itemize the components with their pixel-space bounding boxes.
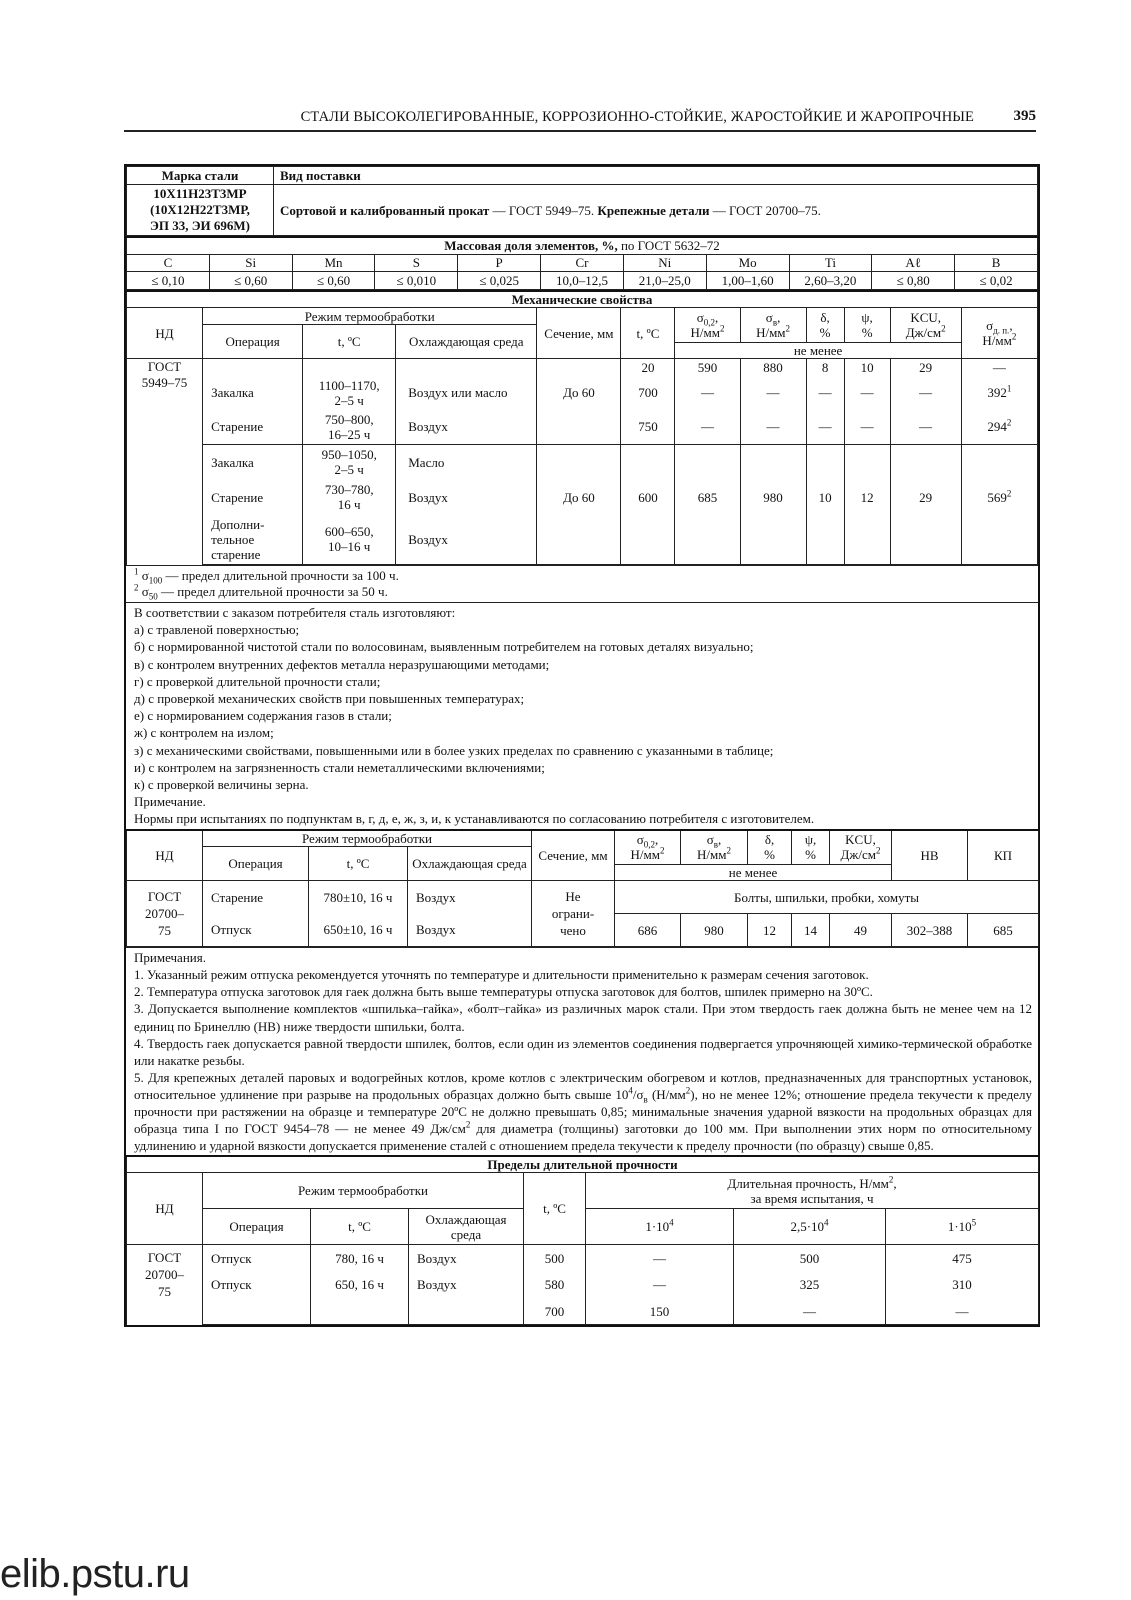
element-header: Aℓ xyxy=(872,254,955,271)
creep-title: Пределы длительной прочности xyxy=(127,1156,1039,1173)
reduction-header: ψ, % xyxy=(792,830,830,865)
element-value: 2,60–3,20 xyxy=(789,271,872,289)
grade-table xyxy=(126,166,1038,236)
hb-header: НВ xyxy=(892,830,968,881)
yield-header: $\sigma_{0,2}$, $Н/мм^2$ xyxy=(615,830,681,865)
table-cell: Закалка xyxy=(203,445,303,480)
element-header: Cr xyxy=(541,254,624,271)
composition-title: Массовая доля элементов, %, по ГОСТ 5632–72 xyxy=(127,237,1038,254)
table-cell: 8 xyxy=(806,359,844,376)
fasteners-table xyxy=(126,829,1039,948)
element-value: ≤ 0,025 xyxy=(458,271,541,289)
temp-header: t, ºС xyxy=(621,308,675,359)
cooling-header: Охлаждающая среда xyxy=(396,325,537,359)
creep-table xyxy=(126,1155,1039,1325)
table-cell: $294^2$ xyxy=(961,410,1037,445)
element-value: ≤ 0,60 xyxy=(209,271,292,289)
table-cell: 780, 16 ч xyxy=(311,1245,409,1271)
nd-gost-20700: ГОСТ 20700– 75 xyxy=(127,1245,203,1325)
table-cell: 880 xyxy=(740,359,806,376)
nd-header: НД xyxy=(127,830,203,881)
table-cell: 1100–1170, 2–5 ч xyxy=(303,376,396,410)
table-cell: — xyxy=(734,1298,886,1325)
table-cell: 20 xyxy=(621,359,675,376)
table-cell: 29 xyxy=(890,359,961,376)
t-header: t, ºС xyxy=(303,325,396,359)
steel-datasheet xyxy=(124,164,1040,1327)
cooling-header: Охлаждающая среда xyxy=(409,1209,524,1245)
nd-gost-20700: ГОСТ 20700– 75 xyxy=(127,881,203,947)
t-header: t, ºС xyxy=(311,1209,409,1245)
order-conditions: В соответствии с заказом потребителя сталь изготовляют: а) с травленой поверхностью; б) с нормированной чистотой стали по волосовинам, выявленным потребителем на готовых деталях визуально; в) с контролем внутренних дефектов металла неразрушающими методами; г) с проверкой длительной прочности стали; д) с проверкой механических свойств при повышенных температурах; е) с нормированием содержания газов в стали; ж) с контролем на излом; з) с механическими свойствами, повышенными или в более узких пределах по сравнению с указанными в таблице; и) с контролем на загрязненность стали неметаллическими включениями; к) с проверкой величины зерна. Примечание. Нормы при испытаниях по подпунктам в, г, д, е, ж, з, и, к устанавливаются по согласованию потребителя с изготовителем. xyxy=(126,602,1038,829)
time-header: $1\cdot 10^4$ xyxy=(586,1209,734,1245)
table-cell: До 60 xyxy=(537,480,621,515)
table-cell: — xyxy=(890,376,961,410)
element-value: ≤ 0,60 xyxy=(292,271,375,289)
temp-header: t, ºС xyxy=(524,1173,586,1245)
time-header: $1\cdot 10^5$ xyxy=(886,1209,1039,1245)
table-cell: — xyxy=(886,1298,1039,1325)
element-value: ≤ 0,010 xyxy=(375,271,458,289)
table-cell: — xyxy=(740,376,806,410)
not-less-header: не менее xyxy=(615,865,892,881)
table-cell: 700 xyxy=(621,376,675,410)
composition-table xyxy=(126,236,1038,290)
table-cell: Воздух или масло xyxy=(396,376,537,410)
footnotes xyxy=(126,565,1038,602)
fastener-types: Болты, шпильки, пробки, хомуты xyxy=(615,881,1039,914)
section-header: Сечение, мм xyxy=(532,830,615,881)
kcu-header: KCU, $Дж/см^2$ xyxy=(890,308,961,343)
table-cell: 590 xyxy=(675,359,740,376)
creep-limit-header: $\sigma_{д. п.}$, $Н/мм^2$ xyxy=(961,308,1037,359)
element-value: 21,0–25,0 xyxy=(623,271,706,289)
grade-name: 10Х11Н23Т3МР (10Х12Н22Т3МР, ЭП 33, ЭИ 696М) xyxy=(127,185,274,236)
kcu-header: KCU, $Дж/см^2$ xyxy=(830,830,892,865)
running-header xyxy=(124,108,1036,132)
table-cell: Воздух xyxy=(408,881,532,914)
table-cell: Закалка xyxy=(203,376,303,410)
element-header: Ti xyxy=(789,254,872,271)
footnote: $^1$ $\sigma_{100}$ — предел длительной прочности за 100 ч. xyxy=(134,566,399,586)
table-cell: — xyxy=(806,410,844,445)
table-cell: — xyxy=(740,410,806,445)
table-cell: Отпуск xyxy=(203,1271,311,1298)
table-cell: До 60 xyxy=(537,376,621,410)
table-cell: — xyxy=(586,1245,734,1271)
note-5: 5. Для крепежных деталей паровых и водогрейных котлов, кроме котлов с электрическим обогревом и котлов, предназначенных для транспортных установок, относительное удлинение при разрыве на продольных образцах должно быть свыше $10^4/\sigma_в$ $(Н/мм^2)$, но не менее 12%; отношение предела текучести к пределу прочности при растяжении на образце и температуре 20ºС не должно превышать 0,85; минимальные значения ударной вязкости на продольных образцах для образца типа I по ГОСТ 9454–78 — не менее 49 $Дж/см^2$ для диаметра (толщины) заготовки до 100 мм. При выполнении этих норм по относительному удлинению и ударной вязкости допускается применение сталей с отношением предела текучести к пределу прочности (по образцу) свыше 0,85. xyxy=(134,1069,1032,1154)
cooling-header: Охлаждающая среда xyxy=(408,847,532,881)
mechanical-table xyxy=(126,290,1038,566)
table-cell: 325 xyxy=(734,1271,886,1298)
table-cell: Воздух xyxy=(408,914,532,947)
table-cell: — xyxy=(675,410,740,445)
table-cell: 780±10, 16 ч xyxy=(309,881,408,914)
element-header: S xyxy=(375,254,458,271)
table-cell: 600–650, 10–16 ч xyxy=(303,515,396,565)
table-cell: 700 xyxy=(524,1298,586,1325)
table-cell: Воздух xyxy=(409,1245,524,1271)
table-cell xyxy=(409,1298,524,1325)
table-cell: 685 xyxy=(968,914,1039,947)
nd-header: НД xyxy=(127,308,203,359)
table-cell: 12 xyxy=(748,914,792,947)
element-header: Si xyxy=(209,254,292,271)
table-cell: — xyxy=(890,410,961,445)
elongation-header: δ, % xyxy=(748,830,792,865)
yield-header: $\sigma_{0,2}$, $Н/мм^2$ xyxy=(675,308,740,343)
table-cell: — xyxy=(586,1271,734,1298)
mode-header: Режим термообработки xyxy=(203,830,532,847)
table-cell: 150 xyxy=(586,1298,734,1325)
table-cell: 310 xyxy=(886,1271,1039,1298)
table-cell: Старение xyxy=(203,410,303,445)
element-value: 10,0–12,5 xyxy=(541,271,624,289)
mode-header: Режим термообработки xyxy=(203,1173,524,1209)
element-header: Mo xyxy=(706,254,789,271)
table-cell: 302–388 xyxy=(892,914,968,947)
reduction-header: ψ, % xyxy=(844,308,890,343)
mode-header: Режим термообработки xyxy=(203,308,537,325)
table-cell xyxy=(311,1298,409,1325)
elongation-header: δ, % xyxy=(806,308,844,343)
table-cell: — xyxy=(844,376,890,410)
page-number: 395 xyxy=(1013,108,1036,124)
table-cell: Дополни- тельное старение xyxy=(203,515,303,565)
element-value: 1,00–1,60 xyxy=(706,271,789,289)
table-cell: 980 xyxy=(681,914,748,947)
table-cell xyxy=(203,1298,311,1325)
table-cell: Старение xyxy=(203,881,309,914)
table-cell: — xyxy=(961,359,1037,376)
table-cell: — xyxy=(806,376,844,410)
table-cell: Масло xyxy=(396,445,537,480)
table-cell: Отпуск xyxy=(203,914,309,947)
running-title: СТАЛИ ВЫСОКОЛЕГИРОВАННЫЕ, КОРРОЗИОННО-СТОЙКИЕ, ЖАРОСТОЙКИЕ И ЖАРОПРОЧНЫЕ xyxy=(300,109,974,125)
table-cell: 750–800, 16–25 ч xyxy=(303,410,396,445)
operation-header: Операция xyxy=(203,847,309,881)
t-header: t, ºС xyxy=(309,847,408,881)
nd-gost-5949: ГОСТ 5949–75 xyxy=(127,359,203,445)
table-cell: 12 xyxy=(844,480,890,515)
table-cell: 650±10, 16 ч xyxy=(309,914,408,947)
table-cell: Воздух xyxy=(396,515,537,565)
tensile-header: $\sigma_в$, $Н/мм^2$ xyxy=(681,830,748,865)
table-cell: 686 xyxy=(615,914,681,947)
element-header: Ni xyxy=(623,254,706,271)
table-cell: Воздух xyxy=(396,410,537,445)
element-value: ≤ 0,10 xyxy=(127,271,210,289)
grade-label: Марка стали xyxy=(127,167,274,185)
table-cell: Старение xyxy=(203,480,303,515)
table-cell: 500 xyxy=(524,1245,586,1271)
not-less-header: не менее xyxy=(675,343,961,359)
delivery-label: Вид поставки xyxy=(274,167,1038,185)
footnote: $^2$ $\sigma_{50}$ — предел длительной прочности за 50 ч. xyxy=(134,582,388,602)
table-cell: 685 xyxy=(675,480,740,515)
table-cell: 650, 16 ч xyxy=(311,1271,409,1298)
element-value: ≤ 0,80 xyxy=(872,271,955,289)
mech-title: Механические свойства xyxy=(127,291,1038,308)
tensile-header: $\sigma_в$, $Н/мм^2$ xyxy=(740,308,806,343)
section-header: Сечение, мм xyxy=(537,308,621,359)
time-header: $2,5\cdot 10^4$ xyxy=(734,1209,886,1245)
table-cell: 10 xyxy=(844,359,890,376)
delivery-text: Сортовой и калиброванный прокат — ГОСТ 5949–75. Крепежные детали — ГОСТ 20700–75. xyxy=(274,185,1038,236)
nd-header: НД xyxy=(127,1173,203,1245)
table-cell: 475 xyxy=(886,1245,1039,1271)
table-cell: 950–1050, 2–5 ч xyxy=(303,445,396,480)
watermark: elib.pstu.ru xyxy=(0,1552,190,1596)
table-cell: 500 xyxy=(734,1245,886,1271)
notes: Примечания. 1. Указанный режим отпуска рекомендуется уточнять по температуре и длительности применительно к размерам сечения заготовок. 2. Температура отпуска заготовок для гаек должна быть выше температуры отпуска заготовок для болтов, шпилек примерно на 30ºС. 3. Допускается выполнение комплектов «шпилька–гайка», «болт–гайка» из различных марок стали. При этом твердость гаек должна быть не менее чем на 12 единиц по Бринеллю (НВ) ниже твердости шпильки, болта. 4. Твердость гаек допускается равной твердости шпилек, болтов, если один из элементов соединения подвергается упрочняющей химико-термической обработке или накатке резьбы. 5. Для крепежных деталей паровых и водогрейных котлов, кроме котлов с электрическим обогревом и котлов, предназначенных для транспортных установок, относительное удлинение при разрыве на продольных образцах должно быть свыше $10^4/\sigma_в$ $(Н/мм^2)$, но не менее 12%; отношение предела текучести к пределу прочности при растяжении на образце и температуре 20ºС не должно превышать 0,85; минимальные значения ударной вязкости на продольных образцах для образца типа I по ГОСТ 9454–78 — не менее 49 $Дж/см^2$ для диаметра (толщины) заготовки до 100 мм. При выполнении этих норм по относительному удлинению и ударной вязкости допускается применение сталей с отношением предела текучести к пределу прочности (по образцу) свыше 0,85. xyxy=(126,947,1038,1155)
table-cell: — xyxy=(675,376,740,410)
table-cell: — xyxy=(844,410,890,445)
operation-header: Операция xyxy=(203,1209,311,1245)
element-header: B xyxy=(955,254,1038,271)
table-cell: 750 xyxy=(621,410,675,445)
element-header: Mn xyxy=(292,254,375,271)
kp-header: КП xyxy=(968,830,1039,881)
table-cell: 49 xyxy=(830,914,892,947)
table-cell: Воздух xyxy=(409,1271,524,1298)
table-cell: 14 xyxy=(792,914,830,947)
table-cell: $392^1$ xyxy=(961,376,1037,410)
table-cell: 730–780, 16 ч xyxy=(303,480,396,515)
element-value: ≤ 0,02 xyxy=(955,271,1038,289)
table-cell: Отпуск xyxy=(203,1245,311,1271)
table-cell: 580 xyxy=(524,1271,586,1298)
table-cell: 10 xyxy=(806,480,844,515)
strength-header: Длительная прочность, $Н/мм^2$, за время испытания, ч xyxy=(586,1173,1039,1209)
table-cell: Воздух xyxy=(396,480,537,515)
table-cell: 29 xyxy=(890,480,961,515)
table-cell: $569^2$ xyxy=(961,480,1037,515)
table-cell: Не ограни- чено xyxy=(532,881,615,947)
table-cell: 980 xyxy=(740,480,806,515)
element-header: C xyxy=(127,254,210,271)
table-cell: 600 xyxy=(621,480,675,515)
operation-header: Операция xyxy=(203,325,303,359)
element-header: P xyxy=(458,254,541,271)
